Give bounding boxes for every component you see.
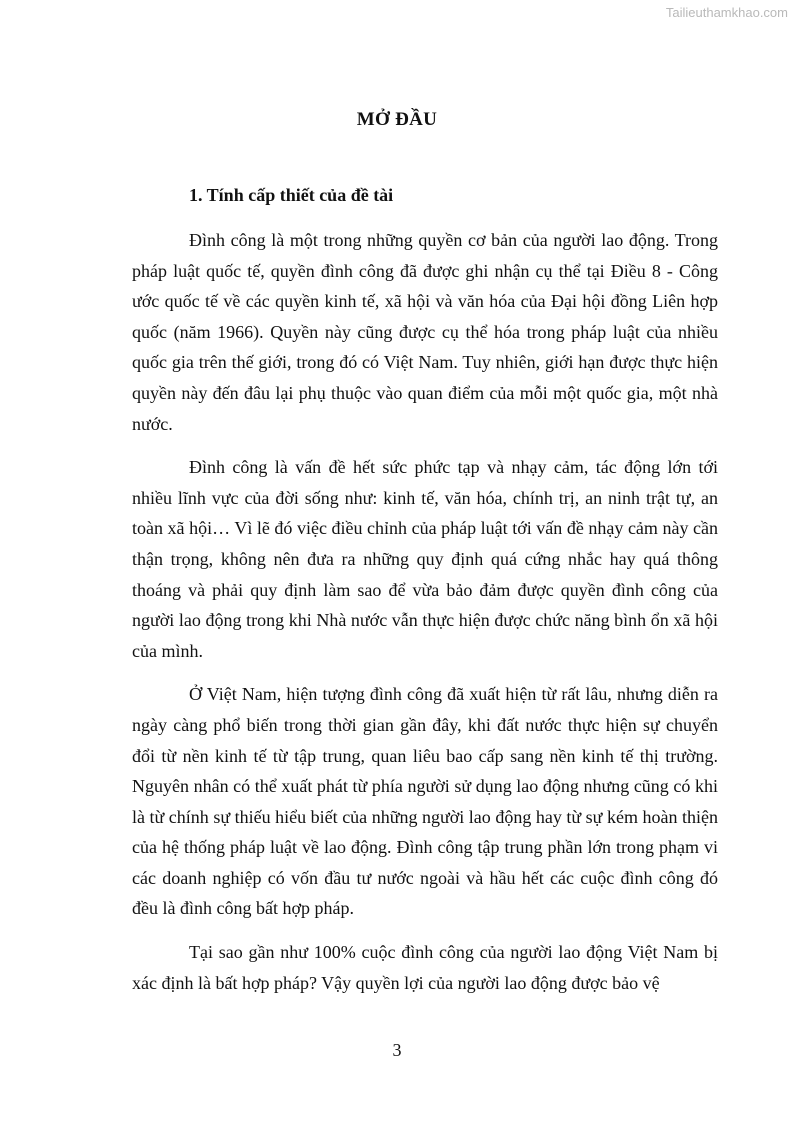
paragraph: Đình công là một trong những quyền cơ bản của người lao động. Trong pháp luật quốc tế, quyền đình công đã được ghi nhận cụ thể tại Điều 8 - Công ước quốc tế về các quyền kinh tế, xã hội và văn hóa của Đại hội đồng Liên hợp quốc (năm 1966). Quyền này cũng được cụ thể hóa trong pháp luật của nhiều quốc gia trên thế giới, trong đó có Việt Nam. Tuy nhiên, giới hạn được thực hiện quyền này đến đâu lại phụ thuộc vào quan điểm của mỗi một quốc gia, một nhà nước. (132, 230, 718, 434)
page-number: 3 (392, 1040, 402, 1060)
page-title: MỞ ĐẦU (356, 109, 438, 130)
paragraph: Tại sao gần như 100% cuộc đình công của người lao động Việt Nam bị xác định là bất hợp pháp? Vậy quyền lợi của người lao động được bảo vệ (132, 942, 718, 993)
watermark: Tailieuthamkhao.com (665, 5, 788, 20)
section-heading: 1. Tính cấp thiết của đề tài (189, 185, 394, 205)
body-text (132, 225, 718, 1011)
paragraph: Đình công là vấn đề hết sức phức tạp và nhạy cảm, tác động lớn tới nhiều lĩnh vực của đời sống như: kinh tế, văn hóa, chính trị, an ninh trật tự, an toàn xã hội… Vì lẽ đó việc điều chỉnh của pháp luật tới vấn đề nhạy cảm này cần thận trọng, không nên đưa ra những quy định quá cứng nhắc hay quá thông thoáng và phải quy định làm sao để vừa bảo đảm được quyền đình công của người lao động trong khi Nhà nước vẫn thực hiện được chức năng bình ổn xã hội của mình. (132, 457, 718, 661)
paragraph: Ở Việt Nam, hiện tượng đình công đã xuất hiện từ rất lâu, nhưng diễn ra ngày càng phổ biến trong thời gian gần đây, khi đất nước thực hiện sự chuyển đổi từ nền kinh tế từ tập trung, quan liêu bao cấp sang nền kinh tế thị trường. Nguyên nhân có thể xuất phát từ phía người sử dụng lao động nhưng cũng có khi là từ chính sự thiếu hiểu biết của những người lao động hay từ sự kém hoàn thiện của hệ thống pháp luật về lao động. Đình công tập trung phần lớn trong phạm vi các doanh nghiệp có vốn đầu tư nước ngoài và hầu hết các cuộc đình công đó đều là đình công bất hợp pháp. (132, 684, 718, 919)
